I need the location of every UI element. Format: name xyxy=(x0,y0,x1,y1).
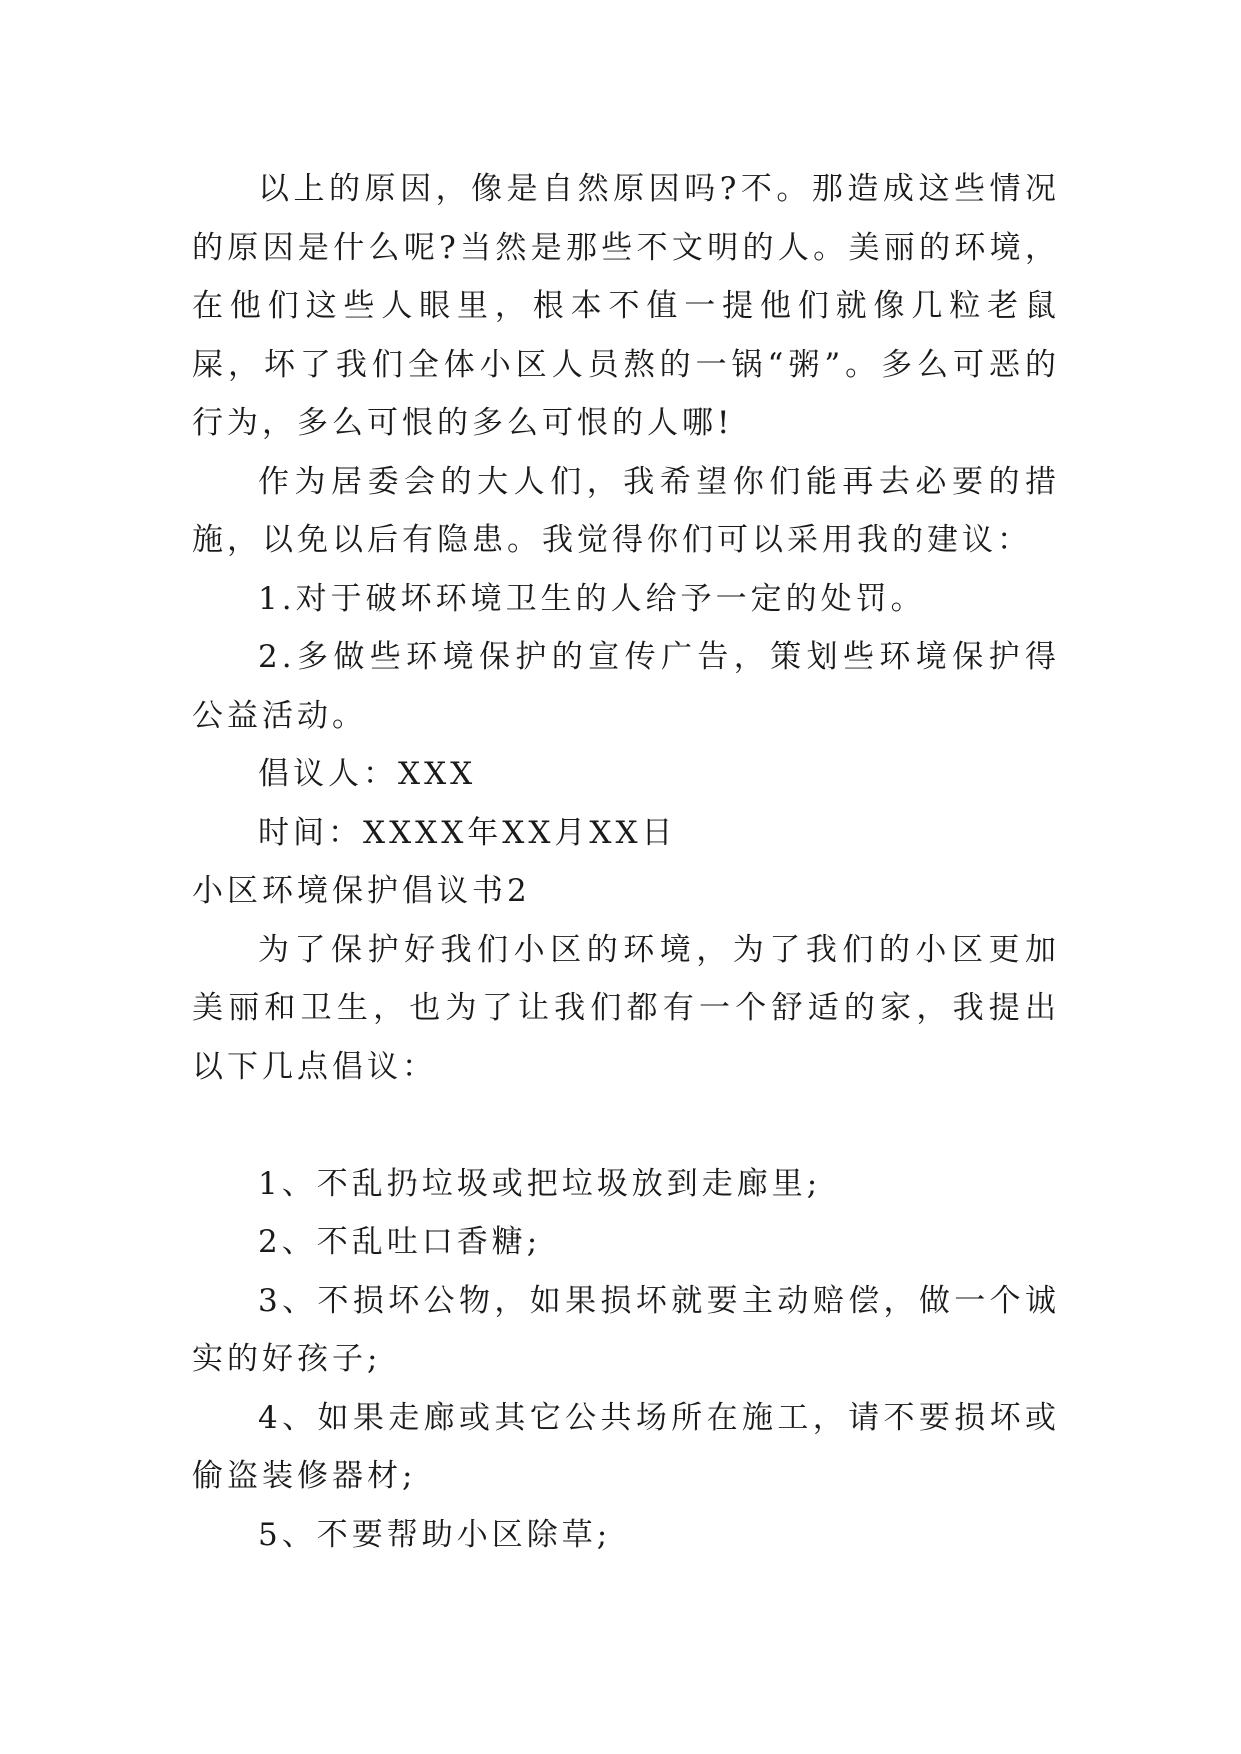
paragraph-request: 作为居委会的大人们，我希望你们能再去必要的措施，以免以后有隐患。我觉得你们可以采用我的建议： xyxy=(192,463,1060,558)
suggestion-item-1: 1.对于破坏环境卫生的人给予一定的处罚。 xyxy=(258,580,926,617)
list-item-4: 4、如果走廊或其它公共场所在施工，请不要损坏或偷盗装修器材; xyxy=(192,1399,1060,1494)
paragraph-causes: 以上的原因，像是自然原因吗?不。那造成这些情况的原因是什么呢?当然是那些不文明的人。美丽的环境，在他们这些人眼里，根本不值一提他们就像几粒老鼠屎，坏了我们全体小区人员熬的一锅“粥”。多么可恶的行为，多么可恨的多么可恨的人哪! xyxy=(192,171,1060,441)
list-item-3: 3、不损坏公物，如果损坏就要主动赔偿，做一个诚实的好孩子; xyxy=(192,1282,1060,1377)
list-item-5: 5、不要帮助小区除草; xyxy=(258,1516,612,1553)
date-line: 时间：XXXX年XX月XX日 xyxy=(258,814,677,851)
section-title: 小区环境保护倡议书2 xyxy=(192,873,531,909)
document-body xyxy=(192,160,1060,1564)
blank-line xyxy=(192,1096,1060,1155)
proposer-line: 倡议人：XXX xyxy=(258,756,477,792)
suggestion-item-2: 2.多做些环境保护的宣传广告，策划些环境保护得公益活动。 xyxy=(192,639,1060,734)
paragraph-intro: 为了保护好我们小区的环境，为了我们的小区更加美丽和卫生，也为了让我们都有一个舒适的家，我提出以下几点倡议： xyxy=(192,931,1060,1085)
list-item-2: 2、不乱吐口香糖; xyxy=(258,1224,542,1260)
list-item-1: 1、不乱扔垃圾或把垃圾放到走廊里; xyxy=(258,1165,822,1202)
